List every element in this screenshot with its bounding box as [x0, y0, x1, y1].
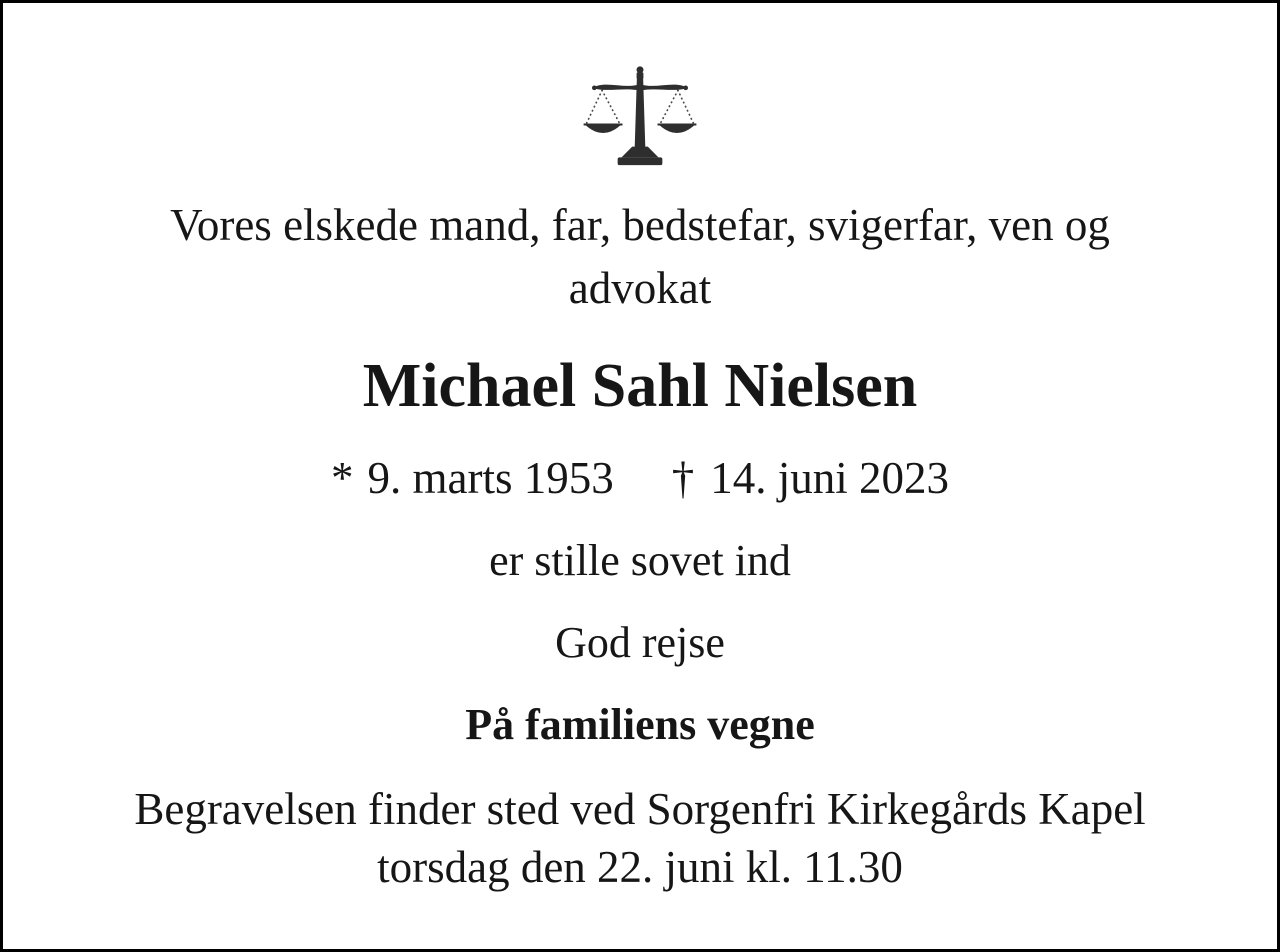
birth-date: 9. marts 1953 — [367, 453, 614, 503]
birth-star-symbol: * — [331, 453, 354, 503]
intro-text — [170, 194, 1110, 320]
funeral-line-2: torsdag den 22. juni kl. 11.30 — [377, 842, 903, 892]
funeral-info — [134, 780, 1145, 896]
signature-line: På familiens vegne — [465, 700, 815, 749]
birth-death-dates — [331, 452, 949, 504]
farewell-line: God rejse — [555, 618, 725, 667]
death-cross-symbol: † — [671, 453, 695, 503]
intro-line-1: Vores elskede mand, far, bedstefar, svigerfar, ven og — [170, 200, 1110, 250]
passing-line: er stille sovet ind — [489, 536, 791, 585]
funeral-line-1: Begravelsen finder sted ved Sorgenfri Kirkegårds Kapel — [134, 784, 1146, 834]
death-date: 14. juni 2023 — [710, 453, 949, 503]
intro-line-2: advokat — [568, 263, 712, 313]
scales-of-justice-icon — [581, 65, 699, 170]
deceased-name: Michael Sahl Nielsen — [362, 352, 918, 420]
